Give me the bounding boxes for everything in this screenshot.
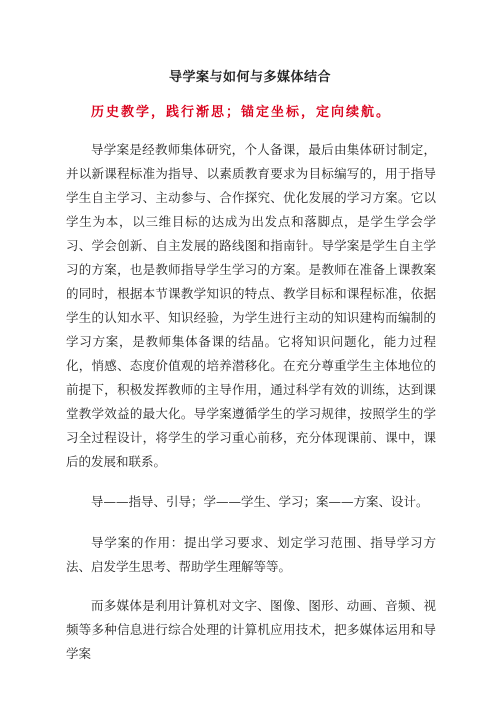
paragraph-definition: 导学案是经教师集体研究，个人备课，最后由集体研讨制定，并以新课程标准为指导、以素质教育要求为目标编写的，用于指导学生自主学习、主动参与、合作探究、优化发展的学习方案。它以学生为本，以三维目标的达成为出发点和落脚点，是学生学会学习、学会创新、自主发展的路线图和指南针。导学案是学生自主学习的方案，也是教师指导学生学习的方案。是教师在准备上课教案的同时，根据本节课教学知识的特点、教学目标和课程标准，依据学生的认知水平、知识经验，为学生进行主动的知识建构而编制的学习方案，是教师集体备课的结晶。它将知识问题化，能力过程化，悄感、态度价值观的培养潜移化。在充分尊重学生主体地位的前提下，积极发挥教师的主导作用，通过科学有效的训练，达到课堂教学效益的最大化。导学案遵循学生的学习规律，按照学生的学习全过程设计，将学生的学习重心前移，充分体现课前、课中，课后的发展和联系。 (66, 142, 436, 469)
page-subtitle: 历史教学，践行渐思；锚定坐标，定向续航。 (91, 105, 392, 120)
paragraph-meaning: 导——指导、引导；学——学生、学习；案——方案、设计。 (91, 494, 429, 509)
paragraph-multimedia: 而多媒体是利用计算机对文字、图像、图形、动画、音频、视频等多种信息进行综合处理的计算机应用技术，把多媒体运用和导学案 (66, 598, 436, 661)
page-title: 导学案与如何与多媒体结合 (168, 70, 331, 85)
paragraph-function: 导学案的作用：提出学习要求、划定学习范围、指导学习方法、启发学生思考、帮助学生理解等等。 (66, 535, 436, 574)
